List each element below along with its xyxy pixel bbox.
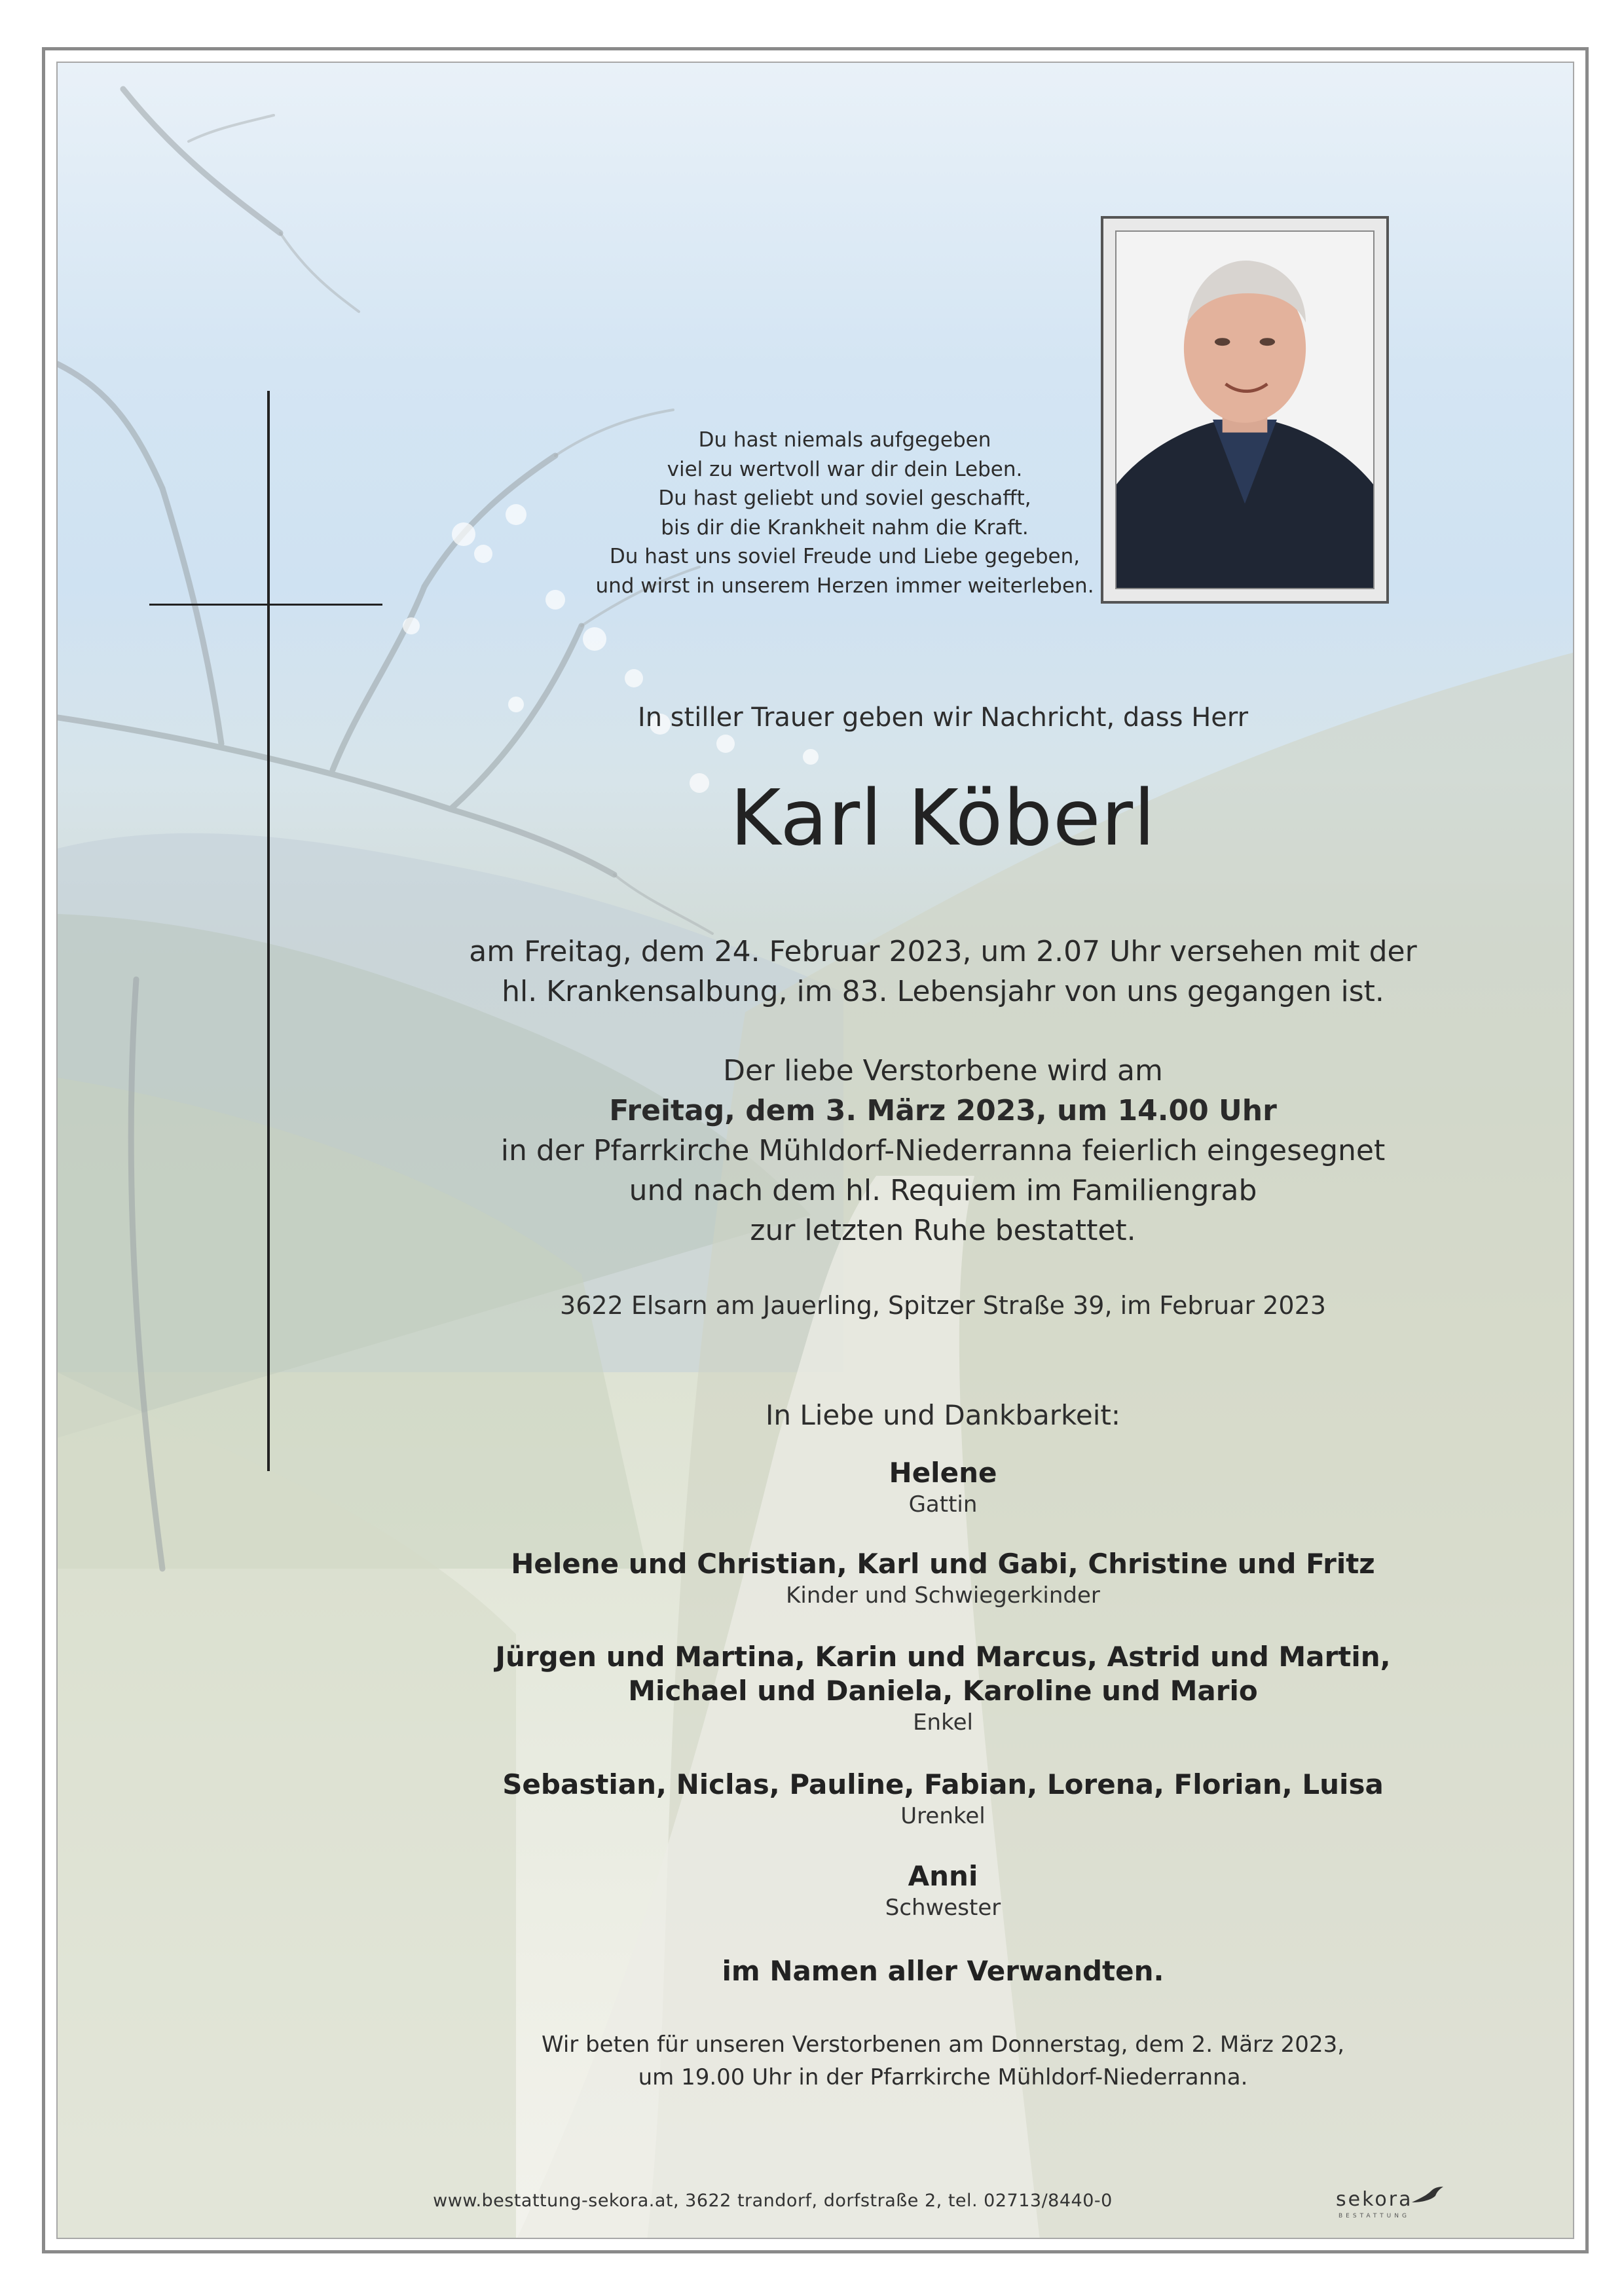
deceased-name: Karl Köberl xyxy=(730,773,1156,863)
footer-contact: www.bestattung-sekora.at, 3622 trandorf, dorfstraße 2, tel. 02713/8440-0 xyxy=(433,2191,1113,2211)
family-role: Schwester xyxy=(885,1895,1001,1921)
family-group xyxy=(419,1456,1467,1519)
poem-line: und wirst in unserem Herzen immer weiterleben. xyxy=(595,574,1094,598)
family-name: Anni xyxy=(908,1860,978,1892)
death-line: hl. Krankensalbung, im 83. Lebensjahr von uns gegangen ist. xyxy=(502,975,1384,1008)
prayer-notice xyxy=(419,2028,1467,2094)
funeral-line: und nach dem hl. Requiem im Familiengrab xyxy=(629,1174,1257,1207)
family-role: Gattin xyxy=(908,1491,978,1518)
family-role: Kinder und Schwiegerkinder xyxy=(786,1582,1100,1609)
death-notice xyxy=(419,932,1467,1011)
funeral-date: Freitag, dem 3. März 2023, um 14.00 Uhr xyxy=(609,1094,1277,1127)
funeral-line: in der Pfarrkirche Mühldorf-Niederranna feierlich eingesegnet xyxy=(500,1134,1386,1167)
family-name: Jürgen und Martina, Karin und Marcus, Astrid und Martin, xyxy=(495,1641,1391,1673)
logo-wordmark: sekora xyxy=(1336,2188,1413,2211)
sekora-logo xyxy=(1336,2188,1454,2234)
cross-icon-bar xyxy=(149,604,382,606)
family-name: Helene und Christian, Karl und Gabi, Christine und Fritz xyxy=(511,1548,1375,1580)
prayer-line: um 19.00 Uhr in der Pfarrkirche Mühldorf-Niederranna. xyxy=(638,2064,1248,2090)
family-group xyxy=(419,1768,1467,1831)
death-line: am Freitag, dem 24. Februar 2023, um 2.07 Uhr versehen mit der xyxy=(469,935,1417,968)
poem-line: bis dir die Krankheit nahm die Kraft. xyxy=(661,515,1029,539)
poem-line: Du hast geliebt und soviel geschafft, xyxy=(658,486,1031,510)
bird-logo-icon xyxy=(1409,2183,1449,2209)
on-behalf-line: im Namen aller Verwandten. xyxy=(722,1955,1164,1987)
family-group xyxy=(419,1547,1467,1610)
logo-subtitle: BESTATTUNG xyxy=(1338,2213,1410,2219)
family-name: Helene xyxy=(889,1457,997,1489)
poem-line: Du hast uns soviel Freude und Liebe gegeben, xyxy=(609,545,1080,568)
prayer-line: Wir beten für unseren Verstorbenen am Donnerstag, dem 2. März 2023, xyxy=(541,2032,1345,2058)
intro-text: In stiller Trauer geben wir Nachricht, dass Herr xyxy=(637,702,1249,733)
cross-icon xyxy=(267,391,270,1471)
poem-line: Du hast niemals aufgegeben xyxy=(698,428,991,452)
poem xyxy=(432,426,1257,600)
family-name: Sebastian, Niclas, Pauline, Fabian, Lorena, Florian, Luisa xyxy=(502,1768,1384,1800)
family-group xyxy=(419,1640,1467,1737)
funeral-info xyxy=(419,1051,1467,1250)
family-name: Michael und Daniela, Karoline und Mario xyxy=(628,1675,1258,1707)
funeral-line: zur letzten Ruhe bestattet. xyxy=(750,1214,1136,1247)
family-group xyxy=(419,1859,1467,1922)
family-role: Enkel xyxy=(913,1709,973,1736)
poem-line: viel zu wertvoll war dir dein Leben. xyxy=(667,457,1023,481)
family-intro: In Liebe und Dankbarkeit: xyxy=(765,1399,1120,1431)
family-role: Urenkel xyxy=(900,1803,986,1829)
funeral-line: Der liebe Verstorbene wird am xyxy=(723,1054,1163,1087)
address-line: 3622 Elsarn am Jauerling, Spitzer Straße 39, im Februar 2023 xyxy=(560,1291,1326,1320)
